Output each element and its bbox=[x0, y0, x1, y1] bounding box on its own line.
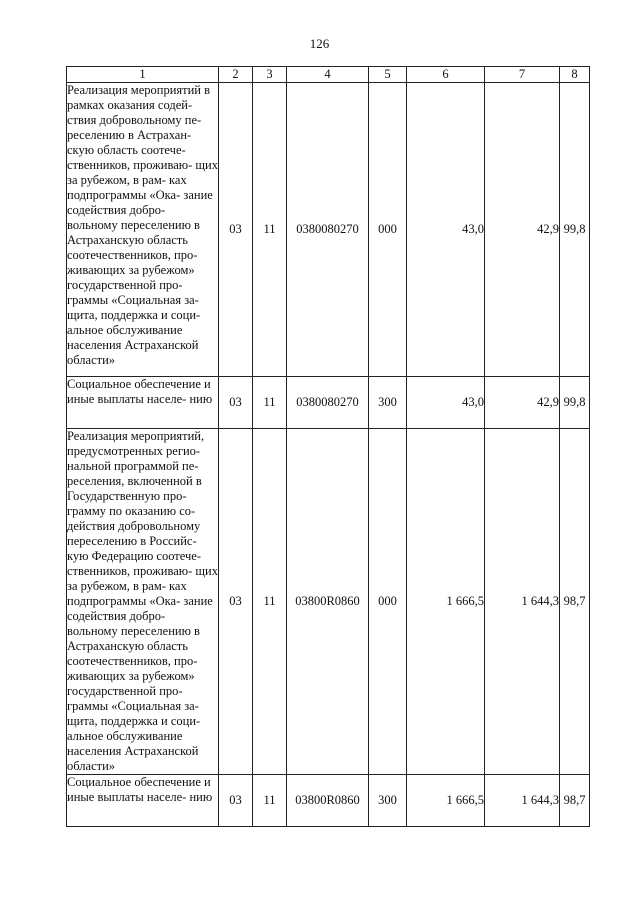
target-article-code: 03800R0860 bbox=[287, 775, 369, 827]
row-description: Социальное обеспечение и иные выплаты населе- нию bbox=[67, 775, 219, 827]
column-header: 4 bbox=[287, 67, 369, 83]
section-code: 03 bbox=[219, 429, 253, 775]
section-code: 03 bbox=[219, 775, 253, 827]
table-row bbox=[67, 775, 590, 827]
table-row bbox=[67, 83, 590, 377]
planned-amount: 43,0 bbox=[407, 83, 485, 377]
column-header: 6 bbox=[407, 67, 485, 83]
page-number: 126 bbox=[309, 36, 330, 51]
header-row bbox=[67, 67, 590, 83]
target-article-code: 0380080270 bbox=[287, 377, 369, 429]
expense-type-code: 000 bbox=[369, 429, 407, 775]
column-header: 5 bbox=[369, 67, 407, 83]
section-code: 03 bbox=[219, 377, 253, 429]
column-header: 2 bbox=[219, 67, 253, 83]
actual-amount: 1 644,3 bbox=[485, 775, 560, 827]
execution-percent: 99,8 bbox=[560, 83, 590, 377]
target-article-code: 0380080270 bbox=[287, 83, 369, 377]
expense-type-code: 300 bbox=[369, 775, 407, 827]
expense-type-code: 000 bbox=[369, 83, 407, 377]
planned-amount: 1 666,5 bbox=[407, 775, 485, 827]
actual-amount: 42,9 bbox=[485, 377, 560, 429]
table-row bbox=[67, 377, 590, 429]
table-row bbox=[67, 429, 590, 775]
row-description: Реализация мероприятий, предусмотренных регио- нальной программой пе- реселения, включенной в Государственную про- грамму по оказанию со- действия добровольному переселению в Российс- кую Федерацию соотече- ственников, проживаю- щих за рубежом, в рам- ках подпрограммы «Ока- зание содействия добро- вольному переселению в Астраханскую область соотечественников, про- живающих за рубежом» государственной про- граммы «Социальная за- щита, поддержка и соци- альное обслуживание населения Астраханской области» bbox=[67, 429, 218, 773]
column-header: 1 bbox=[67, 67, 219, 83]
budget-table bbox=[66, 66, 590, 827]
row-description: Реализация мероприятий в рамках оказания содей- ствия добровольному пе- реселению в Астрахан- скую область соотече- ственников, проживаю- щих за рубежом, в рам- ках подпрограммы «Ока- зание содействия добро- вольному переселению в Астраханскую область соотечественников, про- живающих за рубежом» государственной про- граммы «Социальная за- щита, поддержка и соци- альное обслуживание населения Астраханской области» bbox=[67, 83, 219, 377]
column-header: 7 bbox=[485, 67, 560, 83]
target-article-code: 03800R0860 bbox=[287, 429, 369, 775]
expense-type-code: 300 bbox=[369, 377, 407, 429]
execution-percent: 98,7 bbox=[560, 775, 590, 827]
row-description: Социальное обеспечение и иные выплаты населе- нию bbox=[67, 377, 219, 429]
subsection-code: 11 bbox=[253, 83, 287, 377]
subsection-code: 11 bbox=[253, 377, 287, 429]
execution-percent: 98,7 bbox=[560, 429, 590, 775]
column-header: 3 bbox=[253, 67, 287, 83]
planned-amount: 43,0 bbox=[407, 377, 485, 429]
section-code: 03 bbox=[219, 83, 253, 377]
execution-percent: 99,8 bbox=[560, 377, 590, 429]
planned-amount: 1 666,5 bbox=[407, 429, 485, 775]
actual-amount: 42,9 bbox=[485, 83, 560, 377]
subsection-code: 11 bbox=[253, 775, 287, 827]
column-header: 8 bbox=[560, 67, 590, 83]
subsection-code: 11 bbox=[253, 429, 287, 775]
actual-amount: 1 644,3 bbox=[485, 429, 560, 775]
